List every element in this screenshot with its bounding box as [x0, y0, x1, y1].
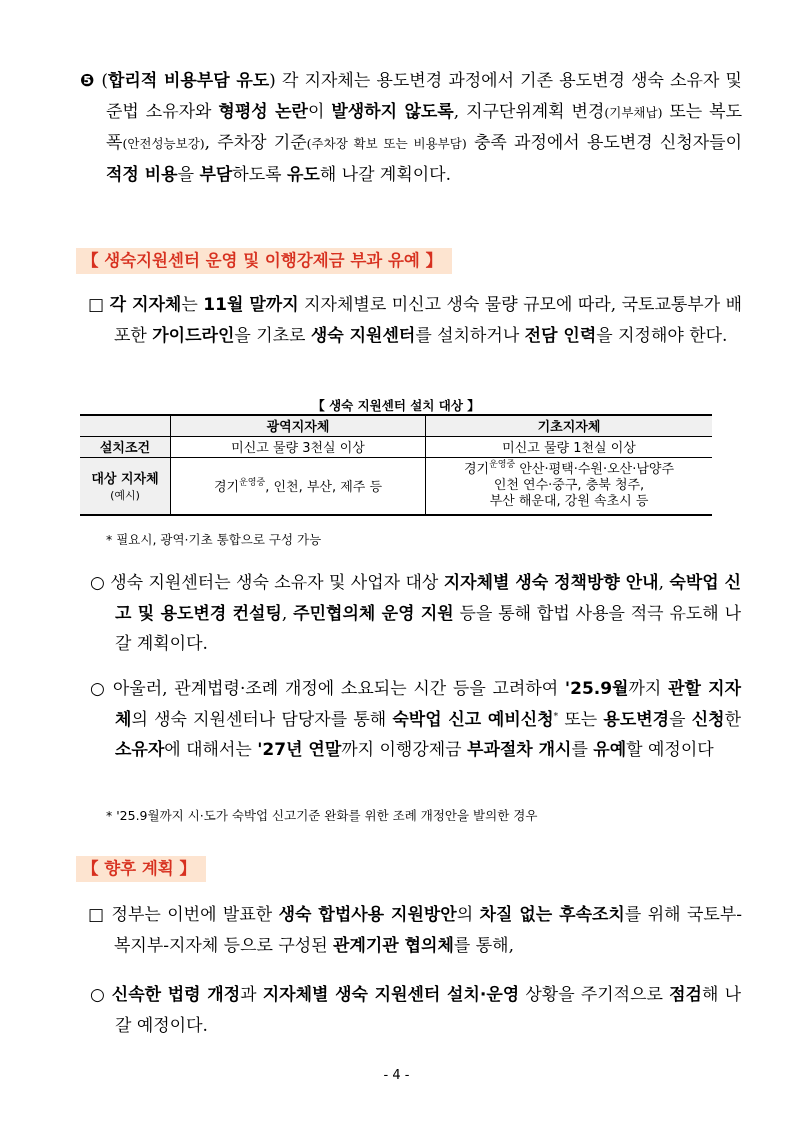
- section-header-support-center: 【 생숙지원센터 운영 및 이행강제금 부과 유예 】: [76, 248, 452, 274]
- row-label-target: 대상 지자체 (예시): [80, 457, 171, 515]
- table-header-basic: 기초지자체: [426, 415, 713, 436]
- paragraph-local-government: □ 각 지자체는 11월 말까지 지자체별로 미신고 생숙 물량 규모에 따라, 국토교통부가 배포한 가이드라인을 기초로 생숙 지원센터를 설치하거나 전담 인력을 지정해야 한다.: [88, 295, 743, 346]
- table-row: [80, 436, 712, 457]
- circle-bullet: ○: [90, 985, 106, 1005]
- circle-bullet: ○: [90, 679, 107, 699]
- footnote-integration: * 필요시, 광역·기초 통합으로 구성 가능: [106, 532, 322, 547]
- footnote-ordinance: * '25.9월까지 시·도가 숙박업 신고기준 완화를 위한 조례 개정안을 발의한 경우: [106, 808, 538, 823]
- paragraph-cost-burden: ❺ (합리적 비용부담 유도) 각 지자체는 용도변경 과정에서 기존 용도변경 생숙 소유자 및 준법 소유자와 형평성 논란이 발생하지 않도록, 지구단위계획 변경(기부채납) 또는 복도폭(안전성능보강), 주차장 기준(주차장 확보 또는 비용부담) 충족 과정에서 용도변경 신청자들이 적정 비용을 부담하도록 유도해 나갈 계획이다.: [80, 71, 743, 185]
- support-center-table: [80, 414, 712, 516]
- circle-bullet: ○: [90, 573, 105, 593]
- table-cell: 경기$^{운영중}$ 안산·평택·수원·오산·남양주 인천 연수·중구, 충북 청주, 부산 해운대, 강원 속초시 등: [426, 457, 713, 515]
- circled-5-marker: ❺: [80, 71, 96, 91]
- row-label-condition: 설치조건: [80, 436, 171, 457]
- table-cell: 미신고 물량 3천실 이상: [171, 436, 426, 457]
- table-header-metro: 광역지자체: [171, 415, 426, 436]
- table-cell: 경기$^{운영중}$, 인천, 부산, 제주 등: [171, 457, 426, 515]
- page-number: - 4 -: [383, 1068, 410, 1083]
- square-bullet: □: [88, 295, 105, 315]
- section-header-future-plan: 【 향후 계획 】: [76, 856, 206, 882]
- paragraph-grace-period: ○ 아울러, 관계법령·조례 개정에 소요되는 시간 등을 고려하여 '25.9월까지 관할 지자체의 생숙 지원센터나 담당자를 통해 숙박업 신고 예비신청* 또는 용도변경을 신청한 소유자에 대해서는 '27년 연말까지 이행강제금 부과절차 개시를 유예할 예정이다: [90, 679, 742, 760]
- paragraph-center-role: ○ 생숙 지원센터는 생숙 소유자 및 사업자 대상 지자체별 생숙 정책방향 안내, 숙박업 신고 및 용도변경 컨설팅, 주민협의체 운영 지원 등을 통해 합법 사용을 적극 유도해 나갈 계획이다.: [90, 573, 742, 654]
- square-bullet: □: [88, 905, 106, 925]
- table-cell: 미신고 물량 1천실 이상: [426, 436, 713, 457]
- paragraph-inspection: ○ 신속한 법령 개정과 지자체별 생숙 지원센터 설치·운영 상황을 주기적으로 점검해 나갈 예정이다.: [90, 985, 742, 1036]
- table-corner-cell: [80, 415, 171, 436]
- table-caption: 【 생숙 지원센터 설치 대상 】: [312, 398, 480, 413]
- table-row: [80, 457, 712, 515]
- paragraph-government: □ 정부는 이번에 발표한 생숙 합법사용 지원방안의 차질 없는 후속조치를 위해 국토부-복지부-지자체 등으로 구성된 관계기관 협의체를 통해,: [88, 905, 742, 956]
